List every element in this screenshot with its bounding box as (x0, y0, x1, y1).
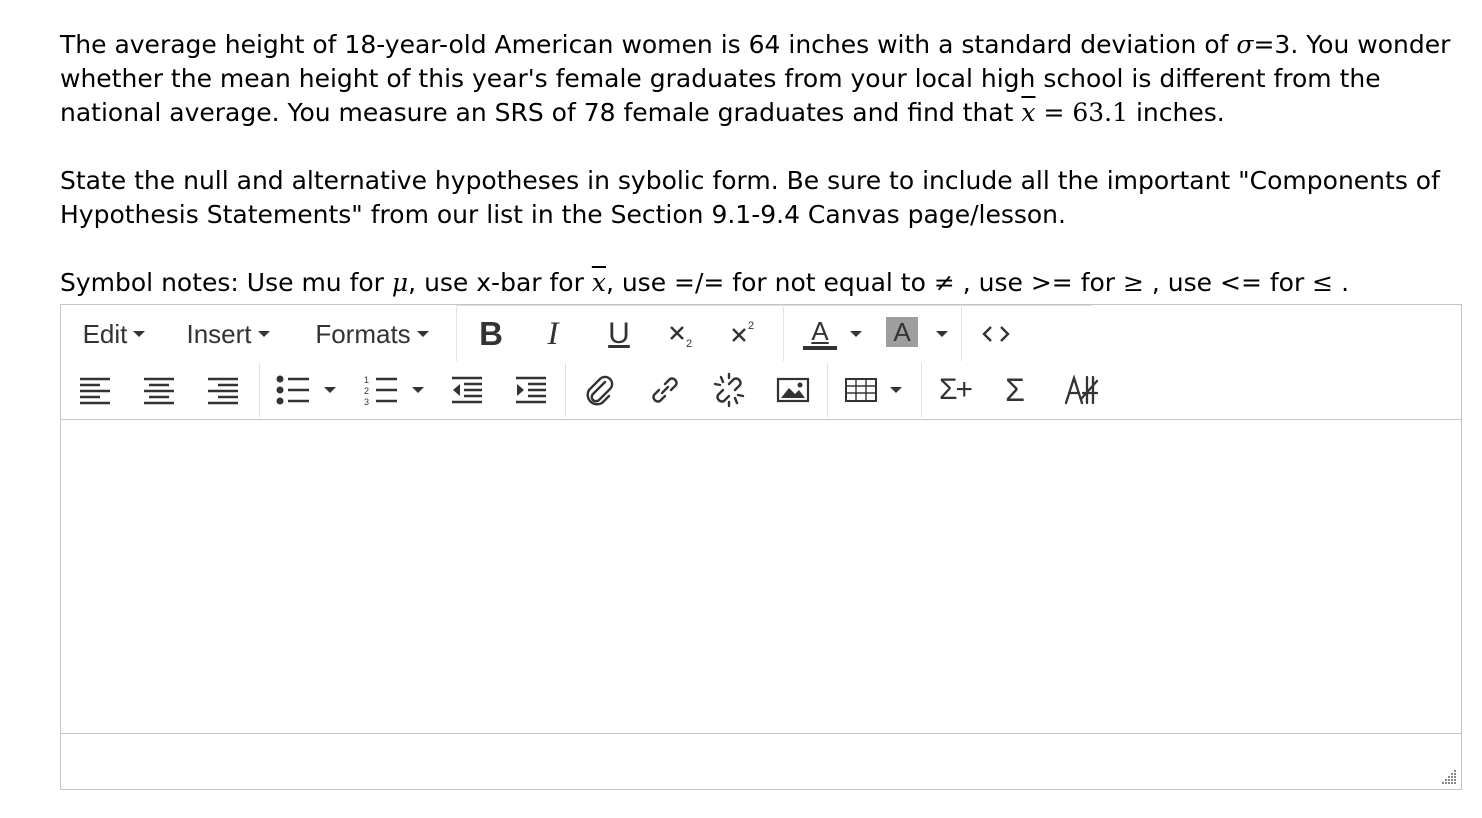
sigma-plus-icon: Σ+ (938, 373, 972, 406)
math-editor-button[interactable] (997, 363, 1033, 417)
question-text (60, 28, 1460, 300)
align-left-button[interactable] (75, 363, 115, 417)
sigma-symbol: σ (1236, 30, 1254, 59)
background-color-swatch (885, 347, 919, 351)
toolbar-separator (565, 363, 566, 417)
svg-text:1: 1 (364, 375, 370, 385)
chevron-down-icon (936, 331, 948, 337)
toolbar-separator (921, 363, 922, 417)
insert-equation-button[interactable] (933, 363, 977, 417)
unlink-icon (711, 372, 747, 408)
background-color-letter: A (886, 317, 918, 347)
xbar-symbol: $\overline{x}$ (591, 268, 606, 297)
svg-text:3: 3 (364, 397, 370, 406)
italic-button[interactable]: I (547, 315, 559, 352)
not-equal-symbol: ≠ (933, 268, 955, 297)
align-left-icon (78, 375, 112, 405)
numbered-list-icon (363, 374, 399, 406)
resize-handle-icon[interactable] (1439, 767, 1457, 785)
editor-toolbar (61, 305, 1461, 420)
background-color-dropdown[interactable] (929, 307, 955, 361)
indent-icon (514, 375, 548, 405)
attach-file-button[interactable] (579, 363, 619, 417)
edit-menu[interactable]: Edit (73, 307, 155, 361)
code-icon (981, 324, 1011, 344)
font-color-button[interactable] (799, 307, 841, 361)
greater-equal-symbol: ≥ (1123, 268, 1144, 297)
source-code-button[interactable] (976, 307, 1016, 361)
underline-button[interactable]: U (608, 317, 630, 350)
chevron-down-icon (258, 331, 270, 337)
indent-button[interactable] (511, 363, 551, 417)
rich-text-editor (60, 304, 1462, 790)
insert-image-button[interactable] (773, 363, 813, 417)
toolbar-separator (961, 307, 962, 361)
insert-table-dropdown[interactable] (883, 363, 909, 417)
subscript-button[interactable] (661, 307, 701, 361)
bullet-list-icon (275, 374, 311, 406)
accessibility-checker-button[interactable] (1061, 363, 1101, 417)
background-color-icon (885, 317, 919, 351)
outdent-button[interactable] (447, 363, 487, 417)
chevron-down-icon (850, 331, 862, 337)
editor-status-bar (61, 734, 1461, 789)
bold-button[interactable]: B (479, 315, 503, 352)
superscript-button[interactable] (723, 307, 763, 361)
align-center-icon (142, 375, 176, 405)
insert-menu[interactable]: Insert (177, 307, 279, 361)
font-color-icon: A (803, 318, 837, 350)
outdent-icon (450, 375, 484, 405)
numbered-list-dropdown[interactable] (405, 363, 431, 417)
chevron-down-icon (412, 387, 424, 393)
subscript-icon (665, 319, 697, 349)
formats-menu[interactable]: Formats (303, 307, 441, 361)
remove-link-button[interactable] (709, 363, 749, 417)
editor-content-area[interactable] (61, 420, 1461, 734)
background-color-button[interactable] (885, 307, 919, 361)
xbar-symbol: $\overline{x}$ (1021, 98, 1036, 127)
mu-symbol: μ (391, 268, 409, 297)
paperclip-icon (583, 373, 615, 407)
image-icon (776, 376, 810, 404)
align-right-button[interactable] (203, 363, 243, 417)
accessibility-check-icon (1063, 373, 1099, 407)
chevron-down-icon (133, 331, 145, 337)
toolbar-separator (783, 307, 784, 361)
chevron-down-icon (417, 331, 429, 337)
sigma-icon: Σ (1005, 371, 1025, 408)
toolbar-separator (827, 363, 828, 417)
question-paragraph-1: The average height of 18-year-old American women is 64 inches with a standard deviation of σ=3. You wonder whether the mean height of this year's female graduates from your local high school is different from the national average. You measure an SRS of 78 female graduates and find that $\overline{x} = 63.1$ inches. (60, 30, 1451, 127)
bullet-list-button[interactable] (273, 363, 313, 417)
insert-link-button[interactable] (645, 363, 685, 417)
superscript-icon (727, 319, 759, 349)
bullet-list-dropdown[interactable] (317, 363, 343, 417)
align-center-button[interactable] (139, 363, 179, 417)
symbol-notes: Symbol notes: Use mu for μ, use x-bar for $\overline{x}$, use =/= for not equal to ≠ , use >= for ≥ , use <= for ≤ . (60, 268, 1350, 297)
numbered-list-button[interactable] (361, 363, 401, 417)
sample-mean-value: = 63.1 (1035, 98, 1129, 127)
link-icon (648, 373, 682, 407)
question-paragraph-2: State the null and alternative hypotheses in sybolic form. Be sure to include all the important "Components of Hypothesis Statements" from our list in the Section 9.1-9.4 Canvas page/lesson. (60, 166, 1440, 229)
font-color-swatch (803, 346, 837, 350)
svg-text:2: 2 (364, 386, 370, 396)
chevron-down-icon (890, 387, 902, 393)
toolbar-separator (456, 307, 457, 361)
table-icon (844, 376, 878, 404)
insert-table-button[interactable] (841, 363, 881, 417)
chevron-down-icon (324, 387, 336, 393)
align-right-icon (206, 375, 240, 405)
svg-text:2: 2 (748, 320, 755, 332)
svg-text:2: 2 (686, 338, 693, 349)
toolbar-separator (259, 363, 260, 417)
less-equal-symbol: ≤ (1312, 268, 1334, 297)
font-color-dropdown[interactable] (843, 307, 869, 361)
